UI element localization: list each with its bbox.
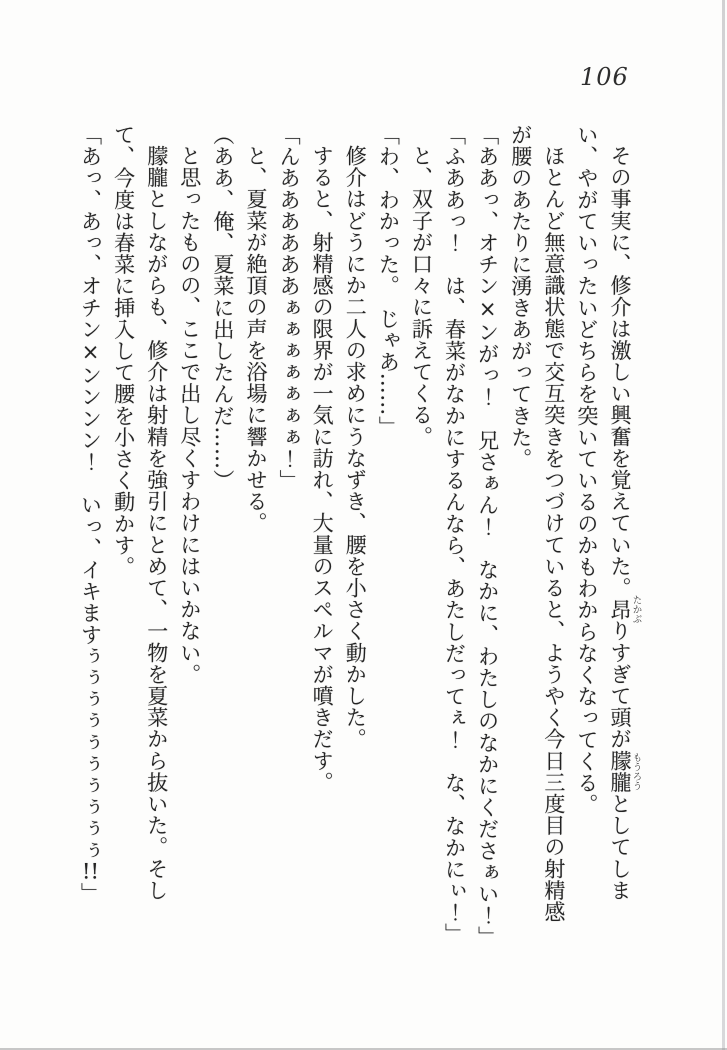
paragraph: （ああ、俺、夏菜に出したんだ……） (210, 124, 235, 492)
paragraph: ほとんど無意識状態で交互突きをつづけていると、ようやく今日三度目の射精感が腰のあたりに湧きあがってきた。 (508, 124, 566, 923)
paragraph: と思ったものの、ここで出し尽くすわけにはいかない。 (177, 145, 202, 685)
paragraph: すると、射精感の限界が一気に訪れ、大量のスペルマが噴きだす。 (310, 145, 335, 793)
paragraph: 修介はどうにか二人の求めにうなずき、腰を小さく動かした。 (343, 145, 368, 750)
paragraph: 「んああああああぁぁぁぁぁぁぁ！」 (277, 124, 302, 492)
paragraph: 「ふああっ！ は、春菜がなかにするんなら、あたしだってぇ！ な、なかにぃ！」 (442, 124, 467, 945)
text-block (73, 124, 642, 948)
paragraph: 「ああっ、オチン×ンがっ！ 兄さぁん！ なかに、わたしのなかにくださぁい！」 (475, 124, 500, 948)
paragraph: 朦朧としながらも、修介は射精を強引にとめて、一物を夏菜から抜いた。そして、今度は春菜に挿入して腰を小さく動かす。 (111, 124, 169, 901)
paragraph: 「あっ、あっ、オチン×ンンンン！ いっ、イキますぅぅぅぅぅぅぅぅぅぅ!!」 (78, 124, 103, 905)
page-edge-right-line (722, 0, 725, 1050)
tate-chu-yoko-text: !! (82, 861, 99, 883)
paragraph: 「わ、わかった。 じゃあ……」 (376, 124, 401, 438)
paragraph: その事実に、修介は激しい興奮を覚えていた。昂たかぶりすぎて頭が朦朧もうろうとしてしまい、やがていったいどちらを突いているのかもわからなくなってくる。 (574, 124, 642, 902)
ruby-annotated-word: 昂たかぶ (608, 595, 642, 624)
paragraph: と、夏菜が絶頂の声を浴場に響かせる。 (243, 145, 268, 534)
paragraph: と、双子が口々に訴えてくる。 (409, 145, 434, 448)
page-number: 106 (580, 63, 629, 91)
ruby-annotated-word: 朦朧もうろう (608, 749, 642, 794)
